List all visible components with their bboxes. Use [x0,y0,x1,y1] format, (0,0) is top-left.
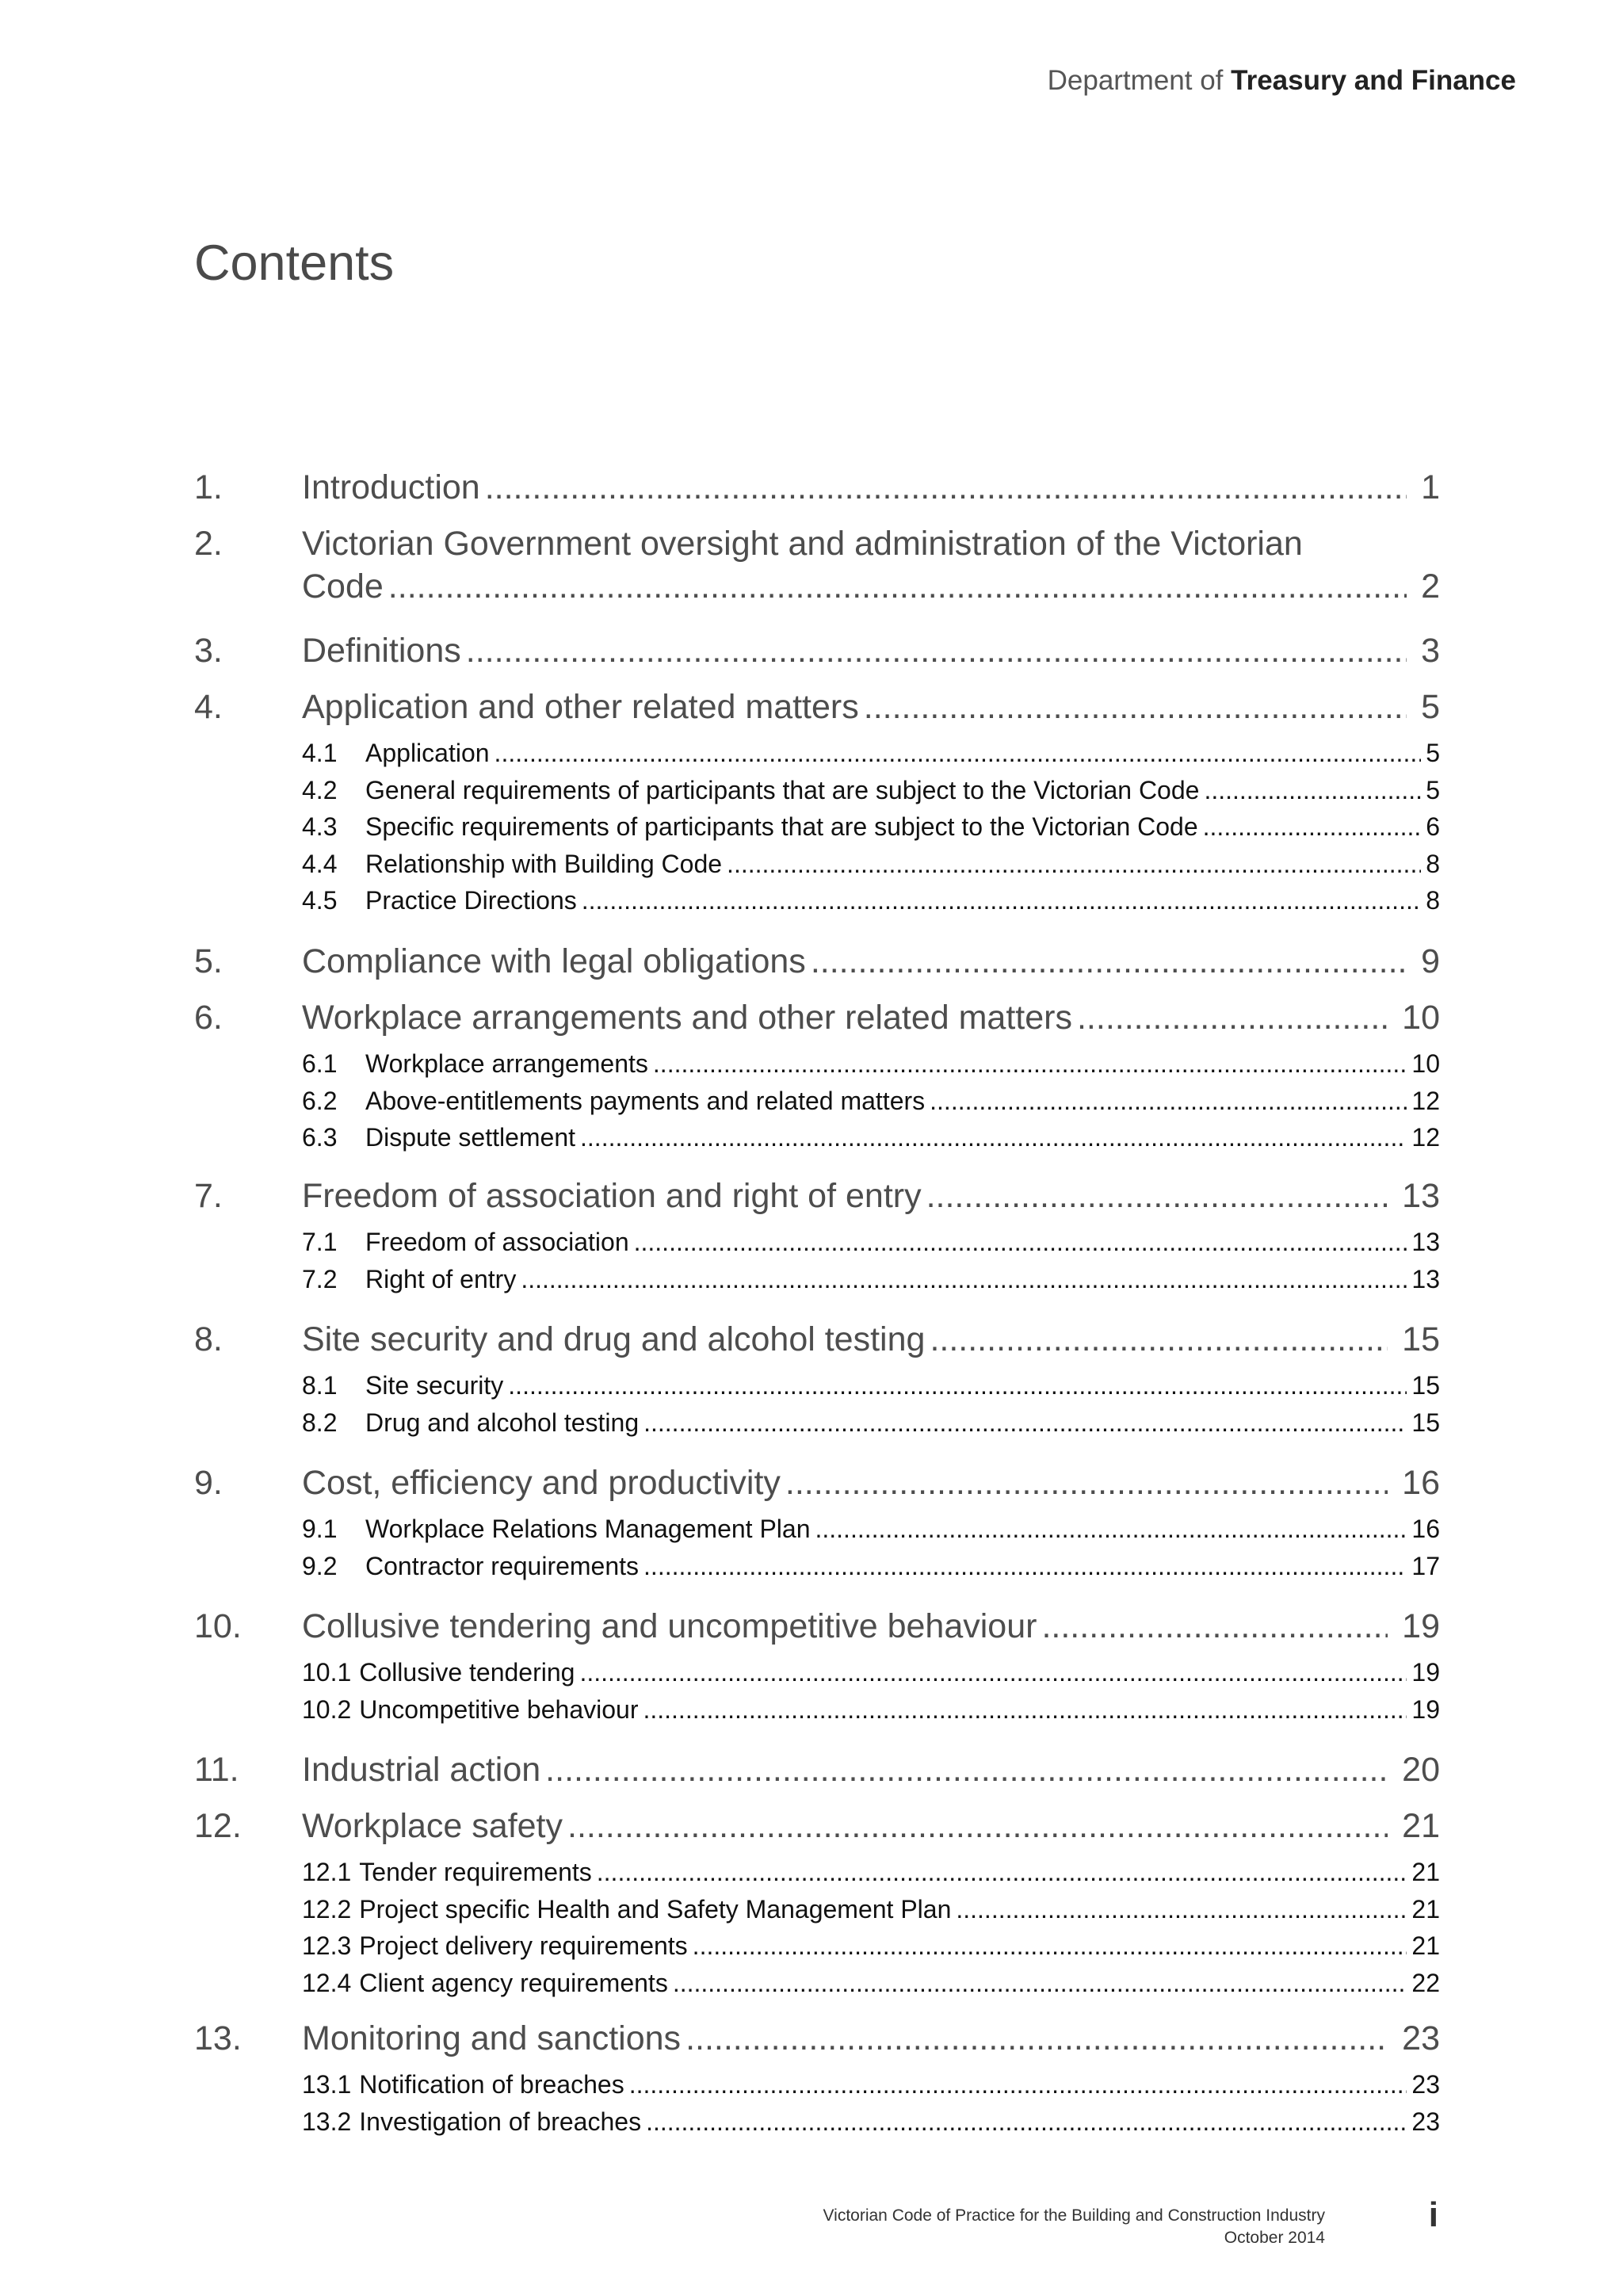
dot-leader [727,847,1421,881]
toc-subentry-page: 19 [1411,1695,1440,1724]
toc-subentry-label: Application [365,739,490,767]
toc-subentry-label: Freedom of association [365,1228,629,1256]
toc-subentry-label: Contractor requirements [365,1552,640,1580]
toc-entry-page: 20 [1402,1751,1440,1789]
toc-subentry[interactable] [302,1369,1440,1402]
dot-leader [685,2017,1388,2060]
dot-leader [926,1175,1388,1217]
toc-subentry-number: 6.3 [302,1123,338,1152]
dot-leader [1077,996,1388,1039]
dot-leader [388,565,1407,608]
toc-entry-page: 10 [1402,999,1440,1037]
toc-entry-number: 12. [194,1807,242,1845]
toc-subentry-page: 8 [1426,886,1440,915]
toc-entry-label: Code [302,567,384,606]
toc-entry-label: Introduction [302,468,480,506]
toc-subentry[interactable] [302,774,1440,807]
toc-subentry-page: 15 [1411,1408,1440,1437]
toc-subentry-number: 9.2 [302,1552,338,1580]
toc-subentry[interactable] [302,1121,1440,1154]
toc-subentry-label: Project delivery requirements [359,1931,688,1960]
toc-entry-page: 16 [1402,1464,1440,1502]
toc-subentry[interactable] [302,1893,1440,1926]
toc-entry[interactable] [194,996,1440,1039]
toc-subentry[interactable] [302,1966,1440,2000]
toc-subentry-page: 21 [1411,1931,1440,1960]
toc-subentry[interactable] [302,1656,1440,1689]
dot-leader [485,466,1407,509]
toc-subentry-number: 8.2 [302,1408,338,1437]
toc-subentry-number: 12.2 [302,1895,352,1924]
toc-entry[interactable] [194,1175,1440,1217]
toc-subentry-page: 19 [1411,1658,1440,1687]
toc-subentry-number: 10.1 [302,1658,352,1687]
toc-entry[interactable] [194,686,1440,728]
toc-entry-page: 1 [1421,468,1440,506]
toc-subentry-number: 4.3 [302,812,338,841]
toc-subentry-page: 13 [1411,1228,1440,1256]
toc-subentry-number: 7.1 [302,1228,338,1256]
toc-subentry-label: Above-entitlements payments and related matters [365,1087,926,1115]
toc-subentry[interactable] [302,1047,1440,1080]
toc-entry-label: Site security and drug and alcohol testing [302,1320,926,1358]
toc-subentry[interactable] [302,1929,1440,1962]
toc-subentry-number: 7.2 [302,1265,338,1293]
page-title: Contents [194,235,395,291]
toc-entry-label: Definitions [302,632,461,670]
toc-entry-number: 8. [194,1320,223,1358]
toc-entry-page: 23 [1402,2019,1440,2057]
toc-entry[interactable] [194,1805,1440,1847]
toc-entry-label: Workplace safety [302,1807,563,1845]
toc-subentry-label: Investigation of breaches [359,2107,642,2136]
toc-entry[interactable] [194,1318,1440,1361]
toc-subentry-label: Right of entry [365,1265,517,1293]
footer-document-title: Victorian Code of Practice for the Building and Construction Industry [823,2206,1325,2225]
toc-entry-page: 5 [1421,688,1440,726]
toc-subentry-label: Workplace arrangements [365,1049,648,1078]
toc-subentry-page: 15 [1411,1371,1440,1400]
toc-subentry-label: Uncompetitive behaviour [359,1695,639,1724]
toc-subentry[interactable] [302,1693,1440,1726]
toc-subentry-label: Notification of breaches [359,2070,624,2099]
dot-leader [495,736,1422,770]
dot-leader [930,1084,1407,1117]
toc-subentry-page: 21 [1411,1858,1440,1886]
toc-entry-page: 2 [1421,567,1440,606]
dot-leader [466,629,1407,672]
toc-subentry-page: 13 [1411,1265,1440,1293]
toc-subentry-number: 12.4 [302,1969,352,1997]
toc-subentry-number: 12.3 [302,1931,352,1960]
toc-subentry-label: Client agency requirements [359,1969,668,1997]
toc-subentry-page: 6 [1426,812,1440,841]
toc-subentry-page: 12 [1411,1087,1440,1115]
toc-subentry-label: General requirements of participants that are subject to the Victorian Code [365,776,1200,804]
toc-subentry-page: 5 [1426,739,1440,767]
dot-leader [673,1966,1407,2000]
toc-subentry-number: 6.2 [302,1087,338,1115]
dot-leader [864,686,1407,728]
toc-subentry-label: Collusive tendering [359,1658,575,1687]
dot-leader [815,1512,1407,1545]
toc-subentry-page: 8 [1426,850,1440,878]
toc-subentry-page: 21 [1411,1895,1440,1924]
dot-leader [643,1549,1407,1583]
toc-subentry[interactable] [302,1084,1440,1117]
toc-entry-label: Industrial action [302,1751,541,1789]
toc-subentry[interactable] [302,884,1440,917]
toc-entry-label: Cost, efficiency and productivity [302,1464,781,1502]
toc-entry-page: 3 [1421,632,1440,670]
toc-entry[interactable] [194,940,1440,983]
toc-subentry-label: Drug and alcohol testing [365,1408,640,1437]
toc-entry[interactable] [194,1461,1440,1504]
toc-subentry-number: 4.5 [302,886,338,915]
toc-subentry-page: 22 [1411,1969,1440,1997]
toc-entry-number: 4. [194,688,223,726]
dot-leader [811,940,1407,983]
toc-subentry-number: 4.2 [302,776,338,804]
toc-entry-number: 3. [194,632,223,670]
dot-leader [643,1406,1407,1439]
toc-subentry[interactable] [302,2068,1440,2101]
footer [823,2205,1325,2249]
toc-entry-page: 15 [1402,1320,1440,1358]
dot-leader [1041,1605,1388,1648]
dot-leader [643,1693,1407,1726]
toc-entry-page: 9 [1421,942,1440,980]
toc-subentry-number: 8.1 [302,1371,338,1400]
toc-entry[interactable] [194,466,1440,509]
toc-entry-number: 10. [194,1607,242,1645]
toc-subentry-number: 4.1 [302,739,338,767]
toc-subentry-page: 12 [1411,1123,1440,1152]
dot-leader [521,1263,1407,1296]
toc-subentry-number: 6.1 [302,1049,338,1078]
toc-subentry-number: 12.1 [302,1858,352,1886]
toc-subentry[interactable] [302,1406,1440,1439]
toc-entry-label: Workplace arrangements and other related matters [302,999,1072,1037]
toc-subentry[interactable] [302,1225,1440,1259]
toc-entry-number: 13. [194,2019,242,2057]
toc-subentry-label: Dispute settlement [365,1123,576,1152]
toc-entry-number: 7. [194,1177,223,1215]
toc-entry[interactable] [194,2017,1440,2060]
dot-leader [582,884,1421,917]
dot-leader [1203,810,1422,843]
toc-entry-label: Collusive tendering and uncompetitive behaviour [302,1607,1037,1645]
toc-entry-page: 13 [1402,1177,1440,1215]
toc-subentry-label: Project specific Health and Safety Management Plan [359,1895,952,1924]
toc-entry-number: 9. [194,1464,223,1502]
dot-leader [580,1121,1407,1154]
toc-subentry[interactable] [302,1549,1440,1583]
dot-leader [693,1929,1407,1962]
toc-subentry[interactable] [302,736,1440,770]
toc-entry-number: 11. [194,1751,239,1789]
toc-subentry[interactable] [302,2105,1440,2138]
dot-leader [629,2068,1407,2101]
dot-leader [508,1369,1407,1402]
dot-leader [930,1318,1388,1361]
toc-entry[interactable] [194,522,1440,608]
toc-subentry-page: 5 [1426,776,1440,804]
toc-subentry-number: 9.1 [302,1515,338,1543]
toc-subentry-page: 23 [1411,2070,1440,2099]
dot-leader [597,1855,1407,1889]
toc-subentry-page: 16 [1411,1515,1440,1543]
toc-subentry-number: 13.2 [302,2107,352,2136]
toc-entry-page: 19 [1402,1607,1440,1645]
dot-leader [956,1893,1407,1926]
department-prefix: Department of [1047,65,1224,96]
toc-subentry-label: Relationship with Building Code [365,850,723,878]
toc-entry-label: Compliance with legal obligations [302,942,806,980]
dot-leader [545,1748,1388,1791]
page-number: i [1428,2195,1438,2234]
toc-subentry-number: 10.2 [302,1695,352,1724]
dot-leader [634,1225,1407,1259]
toc-subentry[interactable] [302,810,1440,843]
dot-leader [579,1656,1407,1689]
toc-entry[interactable] [194,1605,1440,1648]
toc-subentry-label: Tender requirements [359,1858,592,1886]
toc-subentry-label: Specific requirements of participants that are subject to the Victorian Code [365,812,1198,841]
toc-subentry-page: 17 [1411,1552,1440,1580]
toc-entry-number: 2. [194,525,223,563]
toc-entry-label-line1: Victorian Government oversight and administration of the Victorian [302,525,1303,563]
toc-entry-number: 1. [194,468,223,506]
toc-subentry-label: Practice Directions [365,886,577,915]
table-of-contents [194,0,1440,2296]
dot-leader [567,1805,1388,1847]
department-name: Treasury and Finance [1231,65,1516,96]
toc-subentry[interactable] [302,847,1440,881]
toc-entry-label: Application and other related matters [302,688,859,726]
toc-subentry-label: Site security [365,1371,504,1400]
toc-subentry[interactable] [302,1263,1440,1296]
toc-entry-label: Freedom of association and right of entry [302,1177,922,1215]
toc-subentry[interactable] [302,1512,1440,1545]
dot-leader [646,2105,1407,2138]
toc-entry-label: Monitoring and sanctions [302,2019,682,2057]
toc-subentry-number: 13.1 [302,2070,352,2099]
toc-entry-number: 6. [194,999,223,1037]
toc-entry-number: 5. [194,942,223,980]
toc-subentry[interactable] [302,1855,1440,1889]
toc-subentry-number: 4.4 [302,850,338,878]
dot-leader [785,1461,1388,1504]
dot-leader [653,1047,1407,1080]
toc-entry-page: 21 [1402,1807,1440,1845]
toc-subentry-page: 10 [1411,1049,1440,1078]
toc-subentry-label: Workplace Relations Management Plan [365,1515,811,1543]
toc-subentry-page: 23 [1411,2107,1440,2136]
toc-entry[interactable] [194,629,1440,672]
dot-leader [1204,774,1421,807]
toc-entry[interactable] [194,1748,1440,1791]
footer-date: October 2014 [1224,2229,1325,2247]
